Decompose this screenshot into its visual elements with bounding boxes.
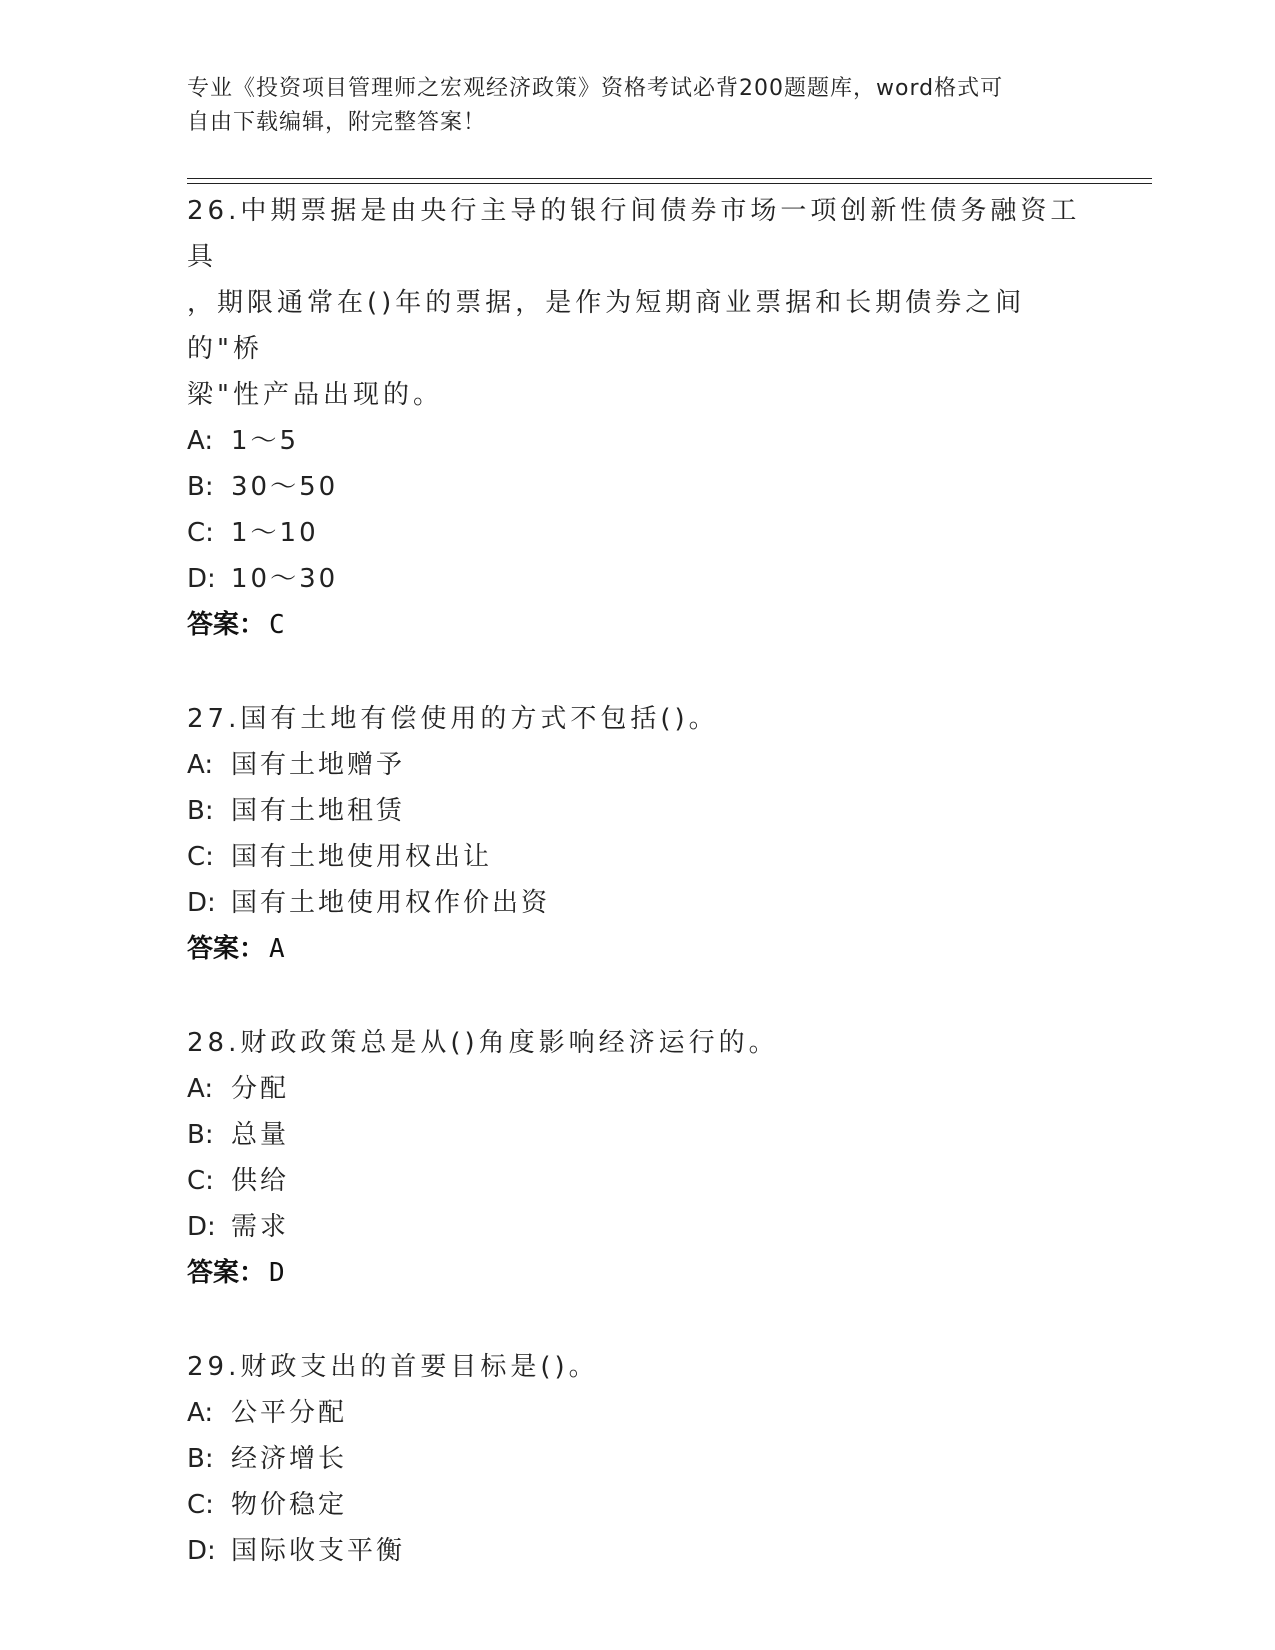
option-key: D:	[187, 888, 216, 918]
option-text: 公平分配	[231, 1398, 348, 1428]
option-c	[187, 834, 1087, 880]
option-text: 物价稳定	[231, 1490, 348, 1520]
option-a	[187, 1066, 1087, 1112]
answer-value: C	[269, 610, 285, 640]
option-key: C:	[187, 1490, 214, 1520]
option-d	[187, 1204, 1087, 1250]
option-a	[187, 1390, 1087, 1436]
option-key: B:	[187, 796, 214, 826]
option-text: 1～5	[231, 426, 300, 456]
option-text: 国际收支平衡	[231, 1536, 406, 1566]
option-text: 经济增长	[231, 1444, 348, 1474]
answer-label: 答案：	[187, 610, 266, 640]
option-d	[187, 1528, 1087, 1574]
option-b	[187, 464, 1087, 510]
answer-line	[187, 1250, 1087, 1296]
option-text: 国有土地租赁	[231, 796, 406, 826]
option-b	[187, 1436, 1087, 1482]
option-a	[187, 418, 1087, 464]
option-text: 分配	[231, 1074, 290, 1104]
option-key: A:	[187, 426, 214, 456]
option-c	[187, 1482, 1087, 1528]
option-text: 供给	[231, 1166, 290, 1196]
document-header	[187, 72, 1087, 140]
option-d	[187, 880, 1087, 926]
option-text: 国有土地使用权作价出资	[231, 888, 551, 918]
answer-label: 答案：	[187, 1258, 266, 1288]
option-key: C:	[187, 1166, 214, 1196]
option-text: 10～30	[231, 564, 339, 594]
question-stem-line: 27.国有土地有偿使用的方式不包括()。	[187, 704, 719, 734]
header-line-2: 自由下载编辑，附完整答案！	[187, 110, 487, 135]
header-line-1: 专业《投资项目管理师之宏观经济政策》资格考试必背200题题库，word格式可	[187, 76, 1004, 101]
option-key: C:	[187, 518, 214, 548]
option-text: 国有土地使用权出让	[231, 842, 493, 872]
option-key: A:	[187, 1074, 214, 1104]
option-key: D:	[187, 564, 216, 594]
option-key: B:	[187, 472, 214, 502]
question-stem-line: 29.财政支出的首要目标是()。	[187, 1352, 599, 1382]
answer-label: 答案：	[187, 934, 266, 964]
question-26	[187, 188, 1087, 648]
answer-value: A	[269, 934, 285, 964]
option-key: A:	[187, 1398, 214, 1428]
option-d	[187, 556, 1087, 602]
option-key: A:	[187, 750, 214, 780]
option-b	[187, 1112, 1087, 1158]
header-divider-bottom	[187, 183, 1152, 184]
question-stem-line: ，期限通常在()年的票据，是作为短期商业票据和长期债券之间的"桥	[187, 288, 1026, 364]
answer-line	[187, 926, 1087, 972]
question-29	[187, 1344, 1087, 1574]
option-b	[187, 788, 1087, 834]
question-27	[187, 696, 1087, 972]
answer-line	[187, 602, 1087, 648]
option-key: D:	[187, 1536, 216, 1566]
header-divider-top	[187, 178, 1152, 179]
option-key: B:	[187, 1120, 214, 1150]
option-key: C:	[187, 842, 214, 872]
question-stem-line: 梁"性产品出现的。	[187, 380, 443, 410]
option-text: 总量	[231, 1120, 290, 1150]
question-stem-line: 28.财政政策总是从()角度影响经济运行的。	[187, 1028, 779, 1058]
option-c	[187, 510, 1087, 556]
option-a	[187, 742, 1087, 788]
option-key: D:	[187, 1212, 216, 1242]
question-28	[187, 1020, 1087, 1296]
question-list	[187, 188, 1087, 1622]
option-text: 30～50	[231, 472, 339, 502]
option-text: 1～10	[231, 518, 319, 548]
option-text: 需求	[231, 1212, 290, 1242]
question-stem-line: 26.中期票据是由央行主导的银行间债券市场一项创新性债务融资工具	[187, 196, 1081, 272]
option-text: 国有土地赠予	[231, 750, 406, 780]
answer-value: D	[269, 1258, 285, 1288]
option-c	[187, 1158, 1087, 1204]
option-key: B:	[187, 1444, 214, 1474]
